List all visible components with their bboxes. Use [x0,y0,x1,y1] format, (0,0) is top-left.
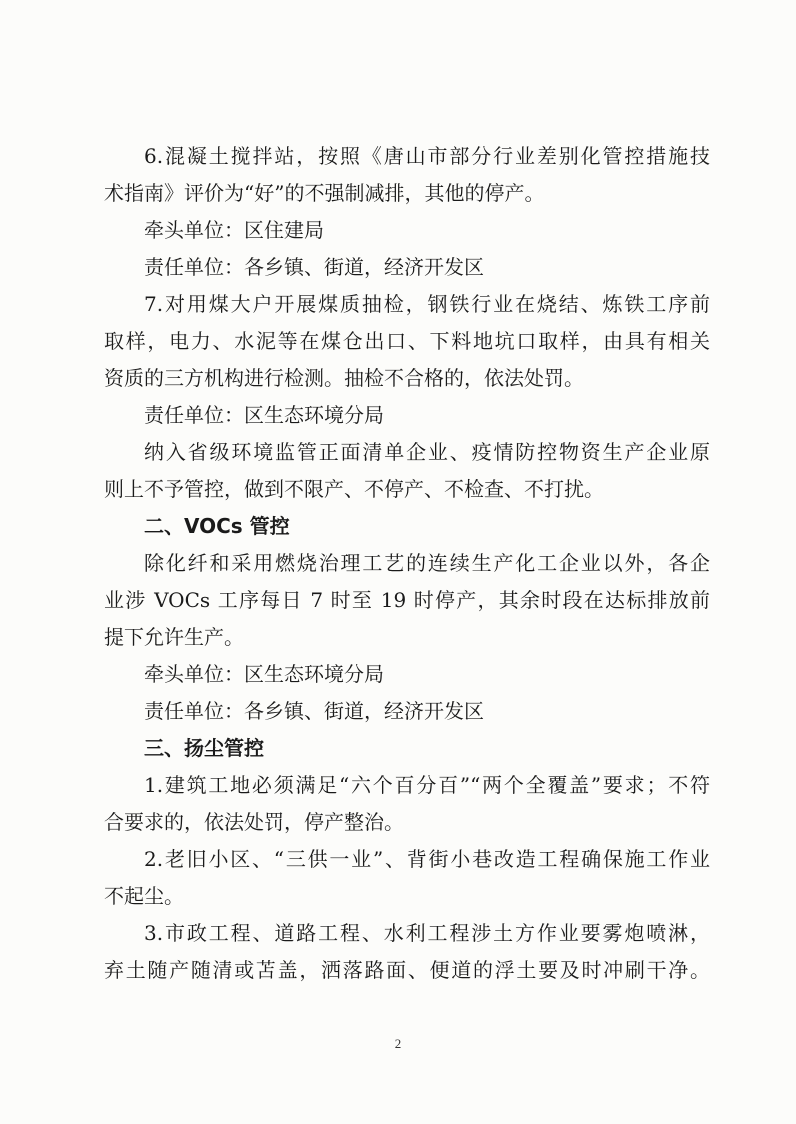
text-line: 责任单位：各乡镇、街道，经济开发区 [144,255,484,279]
text-line: 7.对用煤大户开展煤质抽检，钢铁行业在烧结、炼铁工序前 [144,292,710,316]
text-line: 合要求的，依法处罚，停产整治。 [104,810,404,834]
text-line: 弃土随产随清或苫盖，洒落路面、便道的浮土要及时冲刷干净。 [104,958,710,982]
text-line: 纳入省级环境监管正面清单企业、疫情防控物资生产企业原 [144,440,710,464]
text-line: 2.老旧小区、“三供一业”、背街小巷改造工程确保施工作业 [144,847,710,871]
text-line: 牵头单位：区生态环境分局 [144,662,384,686]
text-line: 资质的三方机构进行检测。抽检不合格的，依法处罚。 [104,366,584,390]
document-body [104,138,710,989]
text-line: 1.建筑工地必须满足“六个百分百”“两个全覆盖”要求；不符 [144,773,710,797]
text-line: 术指南》评价为“好”的不强制减排，其他的停产。 [104,181,545,205]
section-heading: 三、扬尘管控 [144,736,264,760]
text-line: 则上不予管控，做到不限产、不停产、不检查、不打扰。 [104,477,604,501]
section-heading: 二、VOCs 管控 [144,514,290,538]
text-line: 取样，电力、水泥等在煤仓出口、下料地坑口取样，由具有相关 [104,329,710,353]
page-number: 2 [394,1036,402,1051]
text-line: 业涉 VOCs 工序每日 7 时至 19 时停产，其余时段在达标排放前 [104,588,710,612]
text-line: 不起尘。 [104,884,184,908]
text-line: 除化纤和采用燃烧治理工艺的连续生产化工企业以外，各企 [144,551,710,575]
text-line: 提下允许生产。 [104,625,244,649]
text-line: 牵头单位：区住建局 [144,218,324,242]
text-line: 6.混凝土搅拌站，按照《唐山市部分行业差别化管控措施技 [144,144,710,168]
text-line: 责任单位：区生态环境分局 [144,403,384,427]
text-line: 责任单位：各乡镇、街道，经济开发区 [144,699,484,723]
text-line: 3.市政工程、道路工程、水利工程涉土方作业要雾炮喷淋， [144,921,710,945]
